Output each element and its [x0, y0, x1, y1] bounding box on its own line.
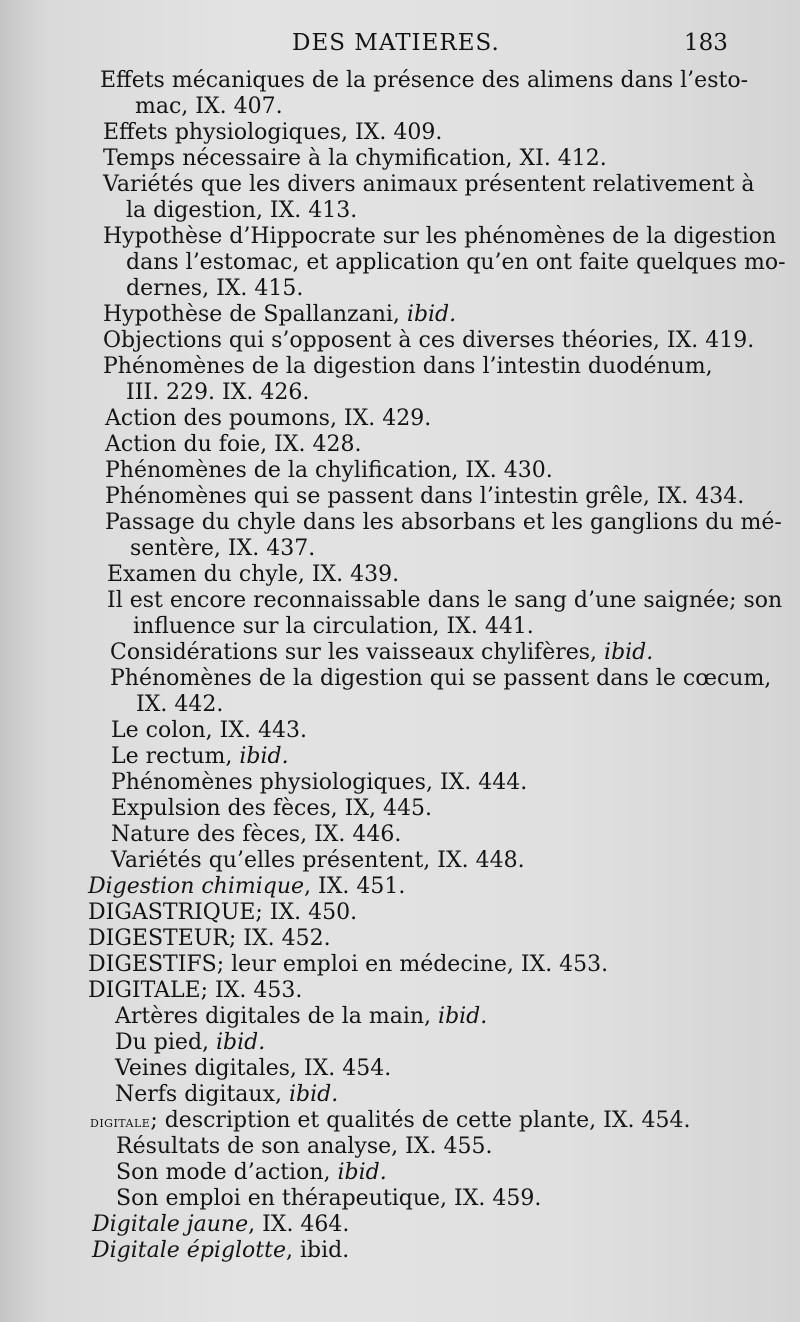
index-line: Phénomènes qui se passent dans l’intestin grêle, IX. 434.	[105, 484, 745, 509]
index-line: Artères digitales de la main, ibid.	[115, 1004, 488, 1029]
index-line: Son mode d’action, ibid.	[116, 1160, 387, 1185]
index-line: Phénomènes de la digestion dans l’intestin duodénum,	[103, 354, 713, 379]
index-line: Action du foie, IX. 428.	[105, 432, 362, 457]
index-line: Digitale jaune, IX. 464.	[92, 1212, 350, 1237]
index-line: Hypothèse d’Hippocrate sur les phénomènes de la digestion	[103, 224, 777, 249]
index-line: Résultats de son analyse, IX. 455.	[116, 1134, 493, 1159]
index-line: Expulsion des fèces, IX, 445.	[111, 796, 432, 821]
index-line: Phénomènes physiologiques, IX. 444.	[111, 770, 528, 795]
index-line: Temps nécessaire à la chymification, XI. 412.	[103, 146, 607, 171]
index-line: Nerfs digitaux, ibid.	[115, 1082, 339, 1107]
index-line: Nature des fèces, IX. 446.	[111, 822, 402, 847]
index-line: Hypothèse de Spallanzani, ibid.	[103, 302, 457, 327]
index-line: DIGITALE; IX. 453.	[88, 978, 303, 1003]
index-line: Son emploi en thérapeutique, IX. 459.	[116, 1186, 542, 1211]
index-line: mac, IX. 407.	[135, 94, 283, 119]
index-line: Examen du chyle, IX. 439.	[107, 562, 400, 587]
index-line: Variétés qu’elles présentent, IX. 448.	[111, 848, 525, 873]
index-line: Phénomènes de la chylification, IX. 430.	[105, 458, 553, 483]
page-number: 183	[684, 30, 728, 56]
index-line: III. 229. IX. 426.	[126, 380, 310, 405]
index-line: digitale; description et qualités de cette plante, IX. 454.	[90, 1108, 691, 1133]
index-line: dans l’estomac, et application qu’en ont faite quelques mo-	[126, 250, 786, 275]
index-line: Objections qui s’opposent à ces diverses théories, IX. 419.	[103, 328, 755, 353]
index-line: Il est encore reconnaissable dans le sang d’une saignée; son	[107, 588, 783, 613]
index-line: la digestion, IX. 413.	[126, 198, 358, 223]
index-line: Action des poumons, IX. 429.	[105, 406, 432, 431]
index-line: DIGESTIFS; leur emploi en médecine, IX. 453.	[88, 952, 609, 977]
index-line: Phénomènes de la digestion qui se passent dans le cœcum,	[110, 666, 772, 691]
index-line: Digitale épiglotte, ibid.	[92, 1238, 350, 1263]
index-line: Le colon, IX. 443.	[111, 718, 307, 743]
index-line: Considérations sur les vaisseaux chylifères, ibid.	[110, 640, 654, 665]
index-line: influence sur la circulation, IX. 441.	[133, 614, 534, 639]
index-line: Du pied, ibid.	[115, 1030, 266, 1055]
index-line: Veines digitales, IX. 454.	[115, 1056, 392, 1081]
index-line: Passage du chyle dans les absorbans et les ganglions du mé-	[105, 510, 782, 535]
index-line: Le rectum, ibid.	[111, 744, 289, 769]
index-line: Digestion chimique, IX. 451.	[88, 874, 406, 899]
index-line: DIGASTRIQUE; IX. 450.	[88, 900, 358, 925]
index-line: IX. 442.	[136, 692, 224, 717]
page-header	[0, 30, 800, 64]
index-line: Effets physiologiques, IX. 409.	[103, 120, 443, 145]
index-line: DIGESTEUR; IX. 452.	[88, 926, 331, 951]
index-line: Variétés que les divers animaux présentent relativement à	[103, 172, 755, 197]
index-line: sentère, IX. 437.	[130, 536, 316, 561]
index-line: dernes, IX. 415.	[126, 276, 304, 301]
index-line: Effets mécaniques de la présence des alimens dans l’esto-	[100, 68, 749, 93]
running-title: DES MATIERES.	[292, 30, 500, 56]
